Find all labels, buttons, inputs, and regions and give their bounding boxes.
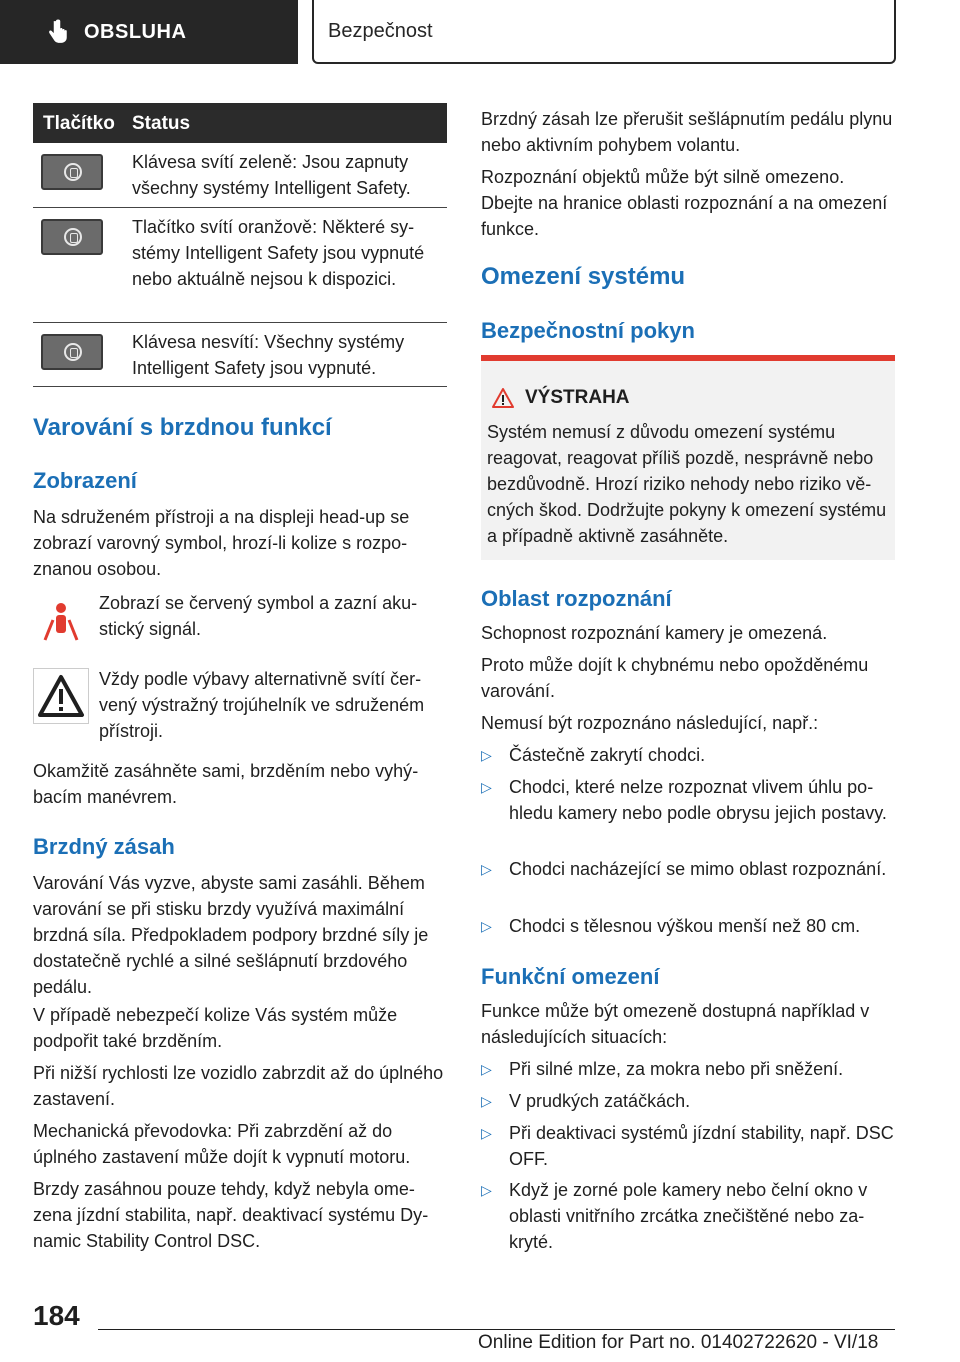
paragraph-area2: Proto může dojít k chybnému nebo opožděnému varování.	[481, 655, 869, 701]
footer-divider	[98, 1329, 895, 1330]
paragraph-detection: Rozpoznání objektů může být silně omezeno. Dbejte na hranice oblasti rozpoznání a na omezení funkce.	[481, 167, 888, 239]
bullet-triangle-icon: ▷	[481, 1182, 492, 1198]
table-header	[33, 103, 447, 143]
heading-display: Zobrazení	[33, 468, 137, 493]
list-item-text: Chodci, které nelze rozpoznat vlivem úhlu pohledu kamery nebo podle obrysu jejich postavy.	[509, 777, 887, 823]
paragraph-func: Funkce může být omezeně dostupná například v následujících situacích:	[481, 1001, 870, 1047]
row-status-text: Klávesa svítí zeleně: Jsou zapnuty všechny systémy Intelligent Safety.	[132, 152, 411, 198]
col-status-header: Status	[132, 113, 191, 134]
chapter-title: Bezpečnost	[312, 0, 896, 64]
heading-brake-intervention: Brzdný zásah	[33, 834, 175, 859]
section-tab[interactable]	[0, 0, 298, 64]
bullet-triangle-icon: ▷	[481, 747, 492, 763]
safety-button-icon	[41, 334, 103, 370]
list-item-text: Při silné mlze, za mokra nebo při sněžení.	[509, 1059, 844, 1079]
symbol1-text: Zobrazí se červený symbol a zazní akustický signál.	[99, 593, 418, 639]
paragraph-display: Na sdruženém přístroji a na displeji head-up se zobrazí varovný symbol, hrozí-li kolize s rozpoznanou osobou.	[33, 507, 410, 579]
paragraph-brake3: Při nižší rychlosti lze vozidlo zabrzdit až do úplného zastavení.	[33, 1063, 444, 1109]
list-item-text: Chodci s tělesnou výškou menší než 80 cm.	[509, 916, 861, 936]
table-row	[33, 143, 447, 208]
page-header	[0, 0, 960, 66]
row-status-text: Klávesa nesvítí: Všechny systémy Intelligent Safety jsou vypnuté.	[132, 332, 405, 378]
list-item-text: Chodci nacházející se mimo oblast rozpoznání.	[509, 859, 887, 879]
paragraph-brake5: Brzdy zasáhnou pouze tehdy, když nebyla omezena jízdní stabilita, např. deaktivací systému Dynamic Stability Control DSC.	[33, 1179, 429, 1251]
paragraph-interrupt: Brzdný zásah lze přerušit sešlápnutím pedálu plynu nebo aktivním pohybem volantu.	[481, 109, 893, 155]
bullet-triangle-icon: ▷	[481, 1125, 492, 1141]
section-label: OBSLUHA	[84, 20, 187, 43]
warning-triangle-icon	[491, 387, 515, 409]
heading-warning-brake: Varování s brzdnou funkcí	[33, 414, 332, 441]
bullet-triangle-icon: ▷	[481, 861, 492, 877]
paragraph-react: Okamžitě zasáhněte sami, brzděním nebo vyhýbacím manévrem.	[33, 761, 419, 807]
safety-button-icon	[41, 219, 103, 255]
row-status-text: Tlačítko svítí oranžově: Některé systémy Intelligent Safety jsou vypnuté nebo aktuálně nejsou k dispozici.	[132, 217, 425, 289]
bullet-triangle-icon: ▷	[481, 918, 492, 934]
symbol2-text: Vždy podle výbavy alternativně svítí červený výstražný trojúhelník ve sdruženém přístroji.	[99, 669, 425, 741]
table-row	[33, 323, 447, 387]
hand-pointer-icon	[44, 19, 70, 45]
bullet-triangle-icon: ▷	[481, 779, 492, 795]
pedestrian-warning-icon	[33, 590, 89, 646]
list-item-text: Částečně zakrytí chodci.	[509, 745, 706, 765]
edition-text: Online Edition for Part no. 01402722620 - VI/18	[478, 1332, 879, 1353]
paragraph-brake1: Varování Vás vyzve, abyste sami zasáhli. Během varování se při stisku brzdy využívá maximální brzdná síla. Předpokladem podpory brzdné síly je dostatečně rychlé a silné sešlápnutí brzdového pedálu.	[33, 873, 429, 997]
paragraph-brake4: Mechanická převodovka: Při zabrzdění až do úplného zastavení může dojít k vypnutí motoru.	[33, 1121, 411, 1167]
warning-title: VÝSTRAHA	[525, 387, 630, 408]
list-item-text: Při deaktivaci systémů jízdní stability, např. DSC OFF.	[509, 1123, 894, 1169]
paragraph-brake2: V případě nebezpečí kolize Vás systém může podpořit také brzděním.	[33, 1005, 398, 1051]
heading-system-limits: Omezení systému	[481, 263, 686, 290]
table-row	[33, 208, 447, 323]
warning-box	[481, 355, 895, 560]
page-number: 184	[33, 1300, 80, 1331]
paragraph-area3: Nemusí být rozpoznáno následující, např.:	[481, 713, 819, 733]
heading-safety-note: Bezpečnostní pokyn	[481, 318, 695, 343]
warning-body: Systém nemusí z důvodu omezení systému reagovat, reagovat příliš pozdě, nesprávně nebo bezdůvodně. Hrozí riziko nehody nebo riziko věcných škod. Dodržujte pokyny k omezení systému a případně aktivně zasáhněte.	[487, 422, 887, 546]
warning-triangle-box	[33, 668, 89, 724]
warning-triangle-icon	[34, 669, 88, 723]
paragraph-area1: Schopnost rozpoznání kamery je omezená.	[481, 623, 828, 643]
bullet-triangle-icon: ▷	[481, 1093, 492, 1109]
list-item-text: V prudkých zatáčkách.	[509, 1091, 691, 1111]
heading-detection-area: Oblast rozpoznání	[481, 586, 672, 611]
safety-button-icon	[41, 154, 103, 190]
list-item-text: Když je zorné pole kamery nebo čelní okno v oblasti vnitřního zrcátka znečištěné nebo zakryté.	[509, 1180, 868, 1252]
col-button-header: Tlačítko	[43, 113, 115, 134]
heading-functional-limits: Funkční omezení	[481, 964, 660, 989]
bullet-triangle-icon: ▷	[481, 1061, 492, 1077]
